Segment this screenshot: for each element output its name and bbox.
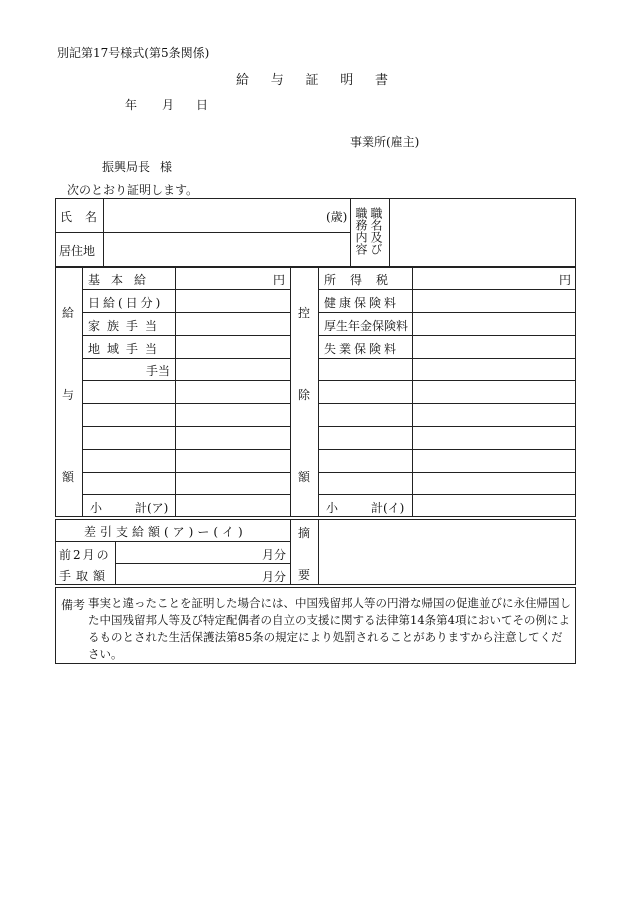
- title-char: 明: [340, 73, 354, 88]
- job-content-label: 職務内容: [354, 207, 368, 255]
- family-allowance-label: 家族手当: [88, 319, 165, 333]
- remarks-side-char: 摘: [298, 526, 311, 540]
- name-label-2: 名: [85, 210, 98, 224]
- footnote-label: 備考: [61, 598, 86, 612]
- employer-label: 事業所(雇主): [350, 135, 420, 149]
- intro-text: 次のとおり証明します。: [67, 183, 199, 197]
- net-pay-label: 差引支給額(ア)ー(イ): [84, 525, 247, 539]
- income-tax-label: 所得税: [324, 273, 403, 287]
- footnote-text: 事実と違ったことを証明した場合には、中国残留邦人等の円滑な帰国の促進並びに永住帰国した中国残留邦人等及び特定配偶者の自立の支援に関する法律第14条第4項においてその例によるものとされた生活保護法第85条の規定により処罰されることがありますから注意してください。: [88, 596, 571, 661]
- subtotal-a-label-1: 小: [90, 501, 103, 515]
- title-char: 与: [270, 73, 284, 88]
- prev-two-months-label-2: 手取額: [59, 569, 111, 583]
- basic-pay-yen: 円: [273, 273, 286, 287]
- month-amount-1: 月分: [262, 548, 287, 562]
- deduction-side-char: 控: [298, 306, 311, 320]
- subtotal-i-label-1: 小: [326, 501, 339, 515]
- unemployment-insurance-label: 失業保険料: [324, 342, 400, 356]
- date-month: 月: [162, 98, 175, 112]
- allowance-label: 手当: [146, 364, 171, 378]
- honorific: 様: [160, 160, 173, 174]
- title-char: 証: [305, 73, 319, 88]
- income-side-char: 給: [62, 306, 75, 320]
- name-label-1: 氏: [60, 210, 73, 224]
- prev-two-months-label-1: 前2月の: [59, 548, 111, 562]
- job-title-label: 職名及び: [369, 207, 383, 255]
- basic-pay-label: 基本給: [88, 273, 158, 287]
- title-char: 書: [374, 73, 388, 88]
- form-reference: 別記第17号様式(第5条関係): [57, 46, 210, 60]
- health-insurance-label: 健康保険料: [324, 296, 400, 310]
- pension-insurance-label: 厚生年金保険料: [324, 319, 409, 333]
- month-amount-2: 月分: [262, 570, 287, 584]
- addressee: 振興局長: [102, 160, 151, 174]
- remarks-side-char: 要: [298, 568, 311, 582]
- income-side-char: 与: [62, 388, 75, 402]
- age-suffix: (歳): [326, 210, 348, 224]
- deduction-side-char: 除: [298, 388, 311, 402]
- subtotal-a-label-2: 計(ア): [135, 501, 169, 515]
- deduction-side-char: 額: [298, 470, 311, 484]
- address-label: 居住地: [59, 244, 96, 258]
- title-char: 給: [236, 73, 250, 88]
- date-year: 年: [125, 98, 138, 112]
- document-title: [236, 69, 388, 88]
- regional-allowance-label: 地域手当: [88, 342, 165, 356]
- subtotal-i-label-2: 計(イ): [371, 501, 405, 515]
- daily-pay-label: 日給(日分): [88, 296, 164, 310]
- date-day: 日: [196, 98, 209, 112]
- income-tax-yen: 円: [559, 273, 572, 287]
- income-side-char: 額: [62, 470, 75, 484]
